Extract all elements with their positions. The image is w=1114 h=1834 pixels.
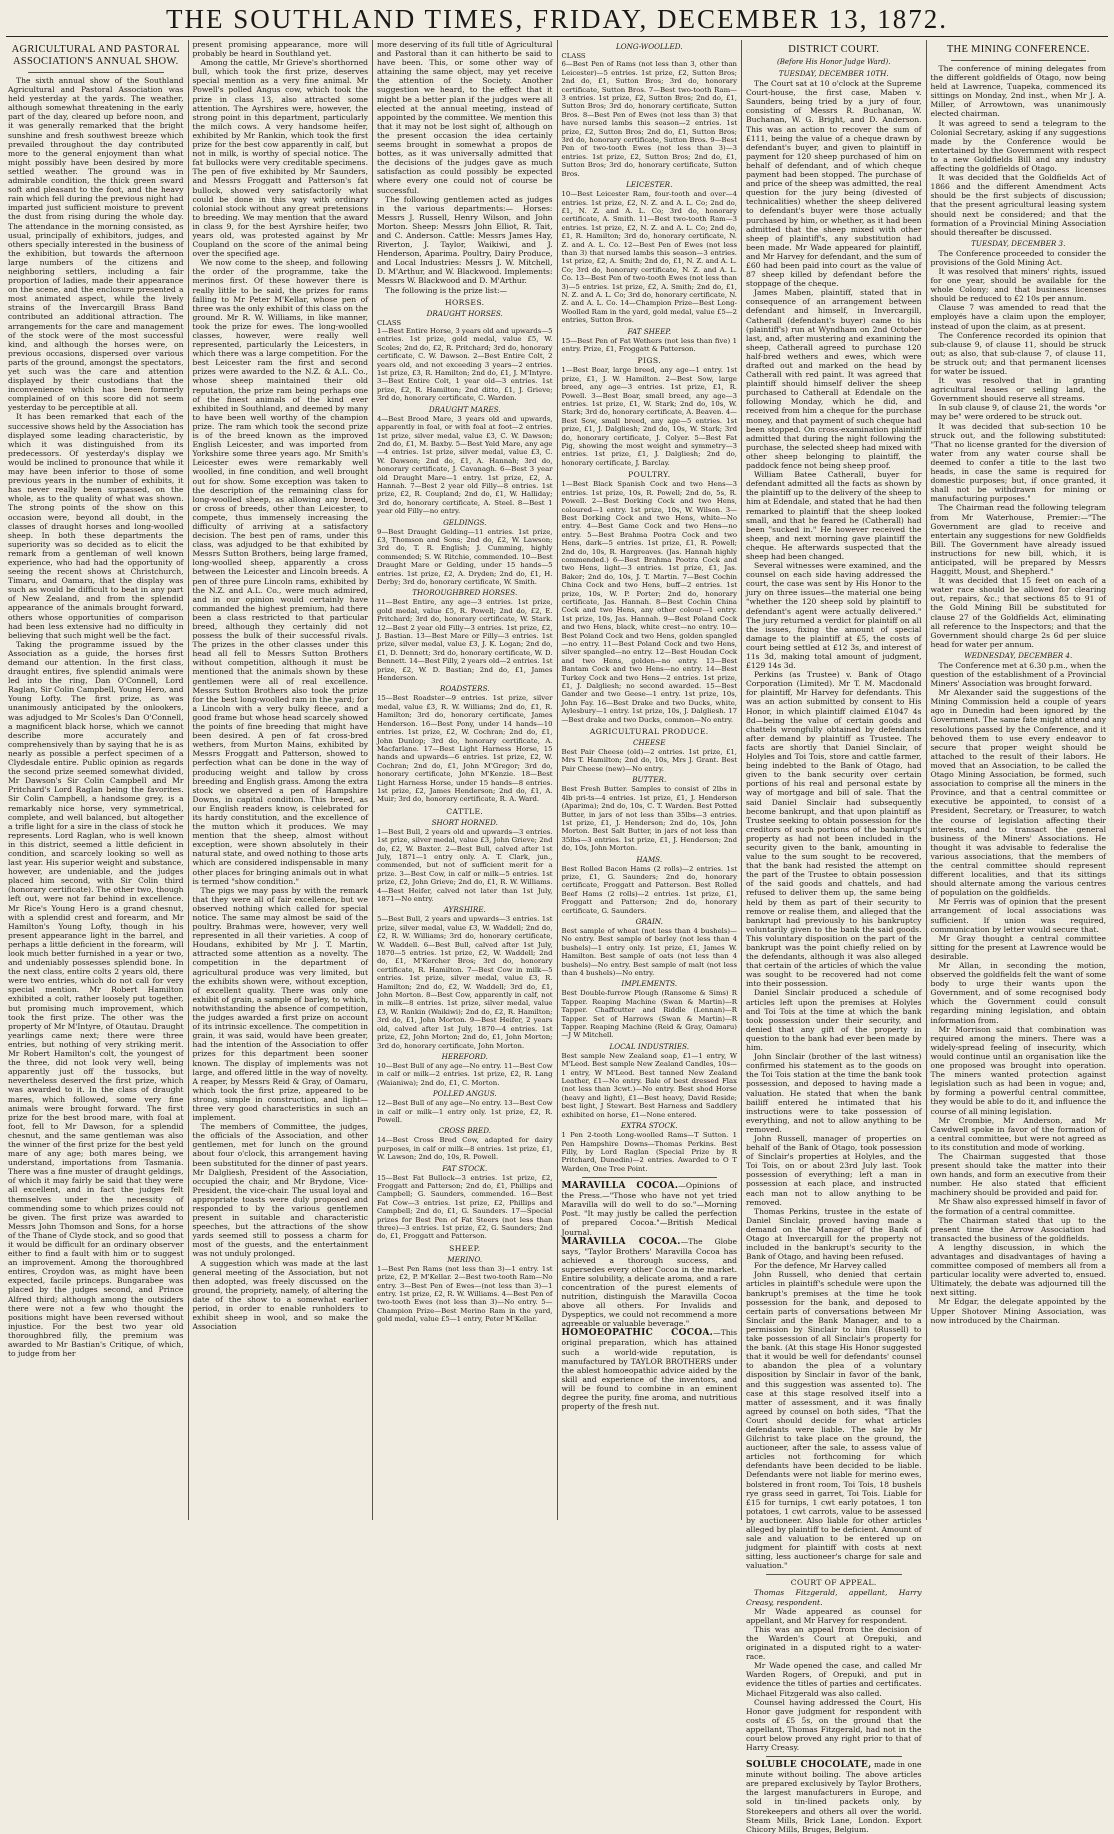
ad-title: MARAVILLA COCOA. <box>561 1236 681 1247</box>
section-heading-horses: HORSES. <box>445 297 485 307</box>
subsection-heading: SHORT HORNED. <box>431 817 498 827</box>
prize-list: 4—Best Brood Mare, 3 years old and upwards, apparently in foal, or with foal at foot—2 entries. 1st prize, silver medal, value £3, C. W. Dawson; 2nd do, £1, M. Baxby. 5—Best Yeld Mare, any age—4 entries. 1st prize, silver medal, value £3, C. W. Dawson; 2nd do, £1, A. Hannah; 3rd do, honorary certificate, J. Cavanagh. 6—Best 3 year old Draught Mare—1 entry. 1st prize, £2, A. Hannah. 7—Best 2 year old Filly—8 entries. 1st prize, £2, R. Coupland; 2nd do, £1, W. Halliday; 3rd do, honorary certificate, A. Steel. 8—Best 1 year old Filly—no entry. <box>377 414 553 516</box>
paragraph: The Conference met at 6.30 p.m., when the question of the establishment of a Provincial Miners' Association was brought forward. <box>930 660 1106 689</box>
prize-list: 10—Best Bull of any age—No entry. 11—Best Cow in calf or milk—2 entries. 1st prize, £2, R. Lang (Waianiwa); 2nd do, £1, C. Morton. <box>377 1061 553 1087</box>
prize-list: 10—Best Leicester Ram, four-tooth and over—4 entries. 1st prize, £2, N. Z. and A. L. Co; 2nd do, £1, N. Z. and A. L. Co; 3rd do, honorary certificate, A. Smith. 11—Best two-tooth Ram—3 entries. 1st prize, £2, N. Z. and A. L. Co; 2nd do, £1, R. Hamilton; 3rd do, honorary certificate, N. Z. and A. L. Co. 12—Best Pen of Ewes (not less than 3) that nursed lambs this season—3 entries. 1st prize, £2, A. Smith; 2nd do, £1, N. Z. and A. L. Co; 3rd do, honorary certificate, N. Z. and A. L. Co. 13—Best Pen of two-tooth Ewes (not less than 3)—5 entries. 1st prize, £2, A. Smith; 2nd do, £1, N. Z. and A. L. Co; 3rd do, honorary certificate, N. Z. and A. L. Co. 14—Champion Prize—Best Long-Woolled Ram in the yard, gold medal, value £5—2 entries, Sutton Bros. <box>561 190 737 325</box>
prize-list: Best sample New Zealand soap, £1—1 entry, W M'Leod. Best sample New Zealand Candles, 10s—1 entry, W M'Leod. Best tanned New Zealand Leather, £1—No entry. Bale of best dressed Flax (not less than 3cwt.)—No entry. Best shod Horse (heavy and light), £1—Best heavy, David Reside; best light, J Stewart. Best Harness and Saddlery exhibited on horse, £1—None entered. <box>561 1051 737 1119</box>
subsection-heading: HEREFORD. <box>441 1051 488 1061</box>
advertisement <box>562 1237 738 1329</box>
case-title: Thomas Fitzgerald, appellant, Harry Creasy, respondent. <box>746 1588 922 1607</box>
page-columns <box>4 40 1110 1834</box>
advertisement <box>746 1760 922 1834</box>
prize-list: 15—Best Pen of Fat Wethers (not less than five) 1 entry. Prize, £1, Froggatt & Patterson. <box>561 336 737 353</box>
paragraph: Among the cattle, Mr Grieve's shorthorned bull, which took the first prize, deserves special mention as a very fine animal. Mr Powell's polled Angus cow, which took the prize in class 13, also attracted some attention. The Ayrshires were, however, the strong point in this department, particularly the milch cows. A very handsome heifer, exhibited by Mr Rankin, which took the first prize for the best cow apparently in calf, but not in milk, is worthy of special notice. The fat bullocks were very creditable specimens. The pen of five exhibited by Mr Saunders, and Messrs Froggatt and Patterson's fat bullock, showed very satisfactorily what could be done in this way with ordinary colonial stock without any great pretensions to breeding. We may mention that the award in class 9, for the best Ayrshire heifer, two years old, was protested against by Mr Coupland on the score of the animal being over the specified age. <box>192 58 368 259</box>
paragraph: Mr Wade appeared as counsel for appellant, and Mr Harvey for respondent. <box>746 1606 922 1625</box>
ad-body: made in one minute without boiling. The above articles are prepared exclusively by Taylor Brothers, the largest manufacturers in Europe, and sold in tin-lined packets only, by Storekeepers and others all over the world. Steam Mills, Brick Lane, London. Export Chicory Mills, Bruges, Belgium. <box>746 1760 922 1834</box>
subsection-heading: GELDINGS. <box>443 517 487 527</box>
divider <box>582 1177 718 1178</box>
prize-list: 1—Best Pen Rams (not less than 3)—1 entry. 1st prize, £2, P. M'Kellar. 2—Best two-tooth Ram—No entry. 3—Best Pen of Ewes—(not less than 3)—1 entry. 1st prize, £2, R. W. Williams. 4—Best Pen of two-tooth Ewes (not less than 3)—No entry. 5—Champion Prize—Best Merino Ram in the yard, gold medal, value £5—1 entry, Peter M'Kellar. <box>377 1264 553 1324</box>
dateline: TUESDAY, DECEMBER 10TH. <box>778 69 889 79</box>
masthead-rule <box>6 36 1108 37</box>
newspaper-title: THE SOUTHLAND TIMES, FRIDAY, DECEMBER 13, 1872. <box>165 4 949 34</box>
divider <box>766 1756 902 1757</box>
subsection-heading: POLLED ANGUS. <box>432 1089 497 1099</box>
subsection-heading: CROSS BRED. <box>438 1126 492 1136</box>
article-heading-district-court: DISTRICT COURT. <box>788 44 880 55</box>
subsection-heading: DRAUGHT MARES. <box>428 404 501 414</box>
paragraph: The members of Committee, the judges, the officials of the Association, and other gentlemen, met for lunch on the ground about four o'clock, this arrangement having been substituted for the dinner of past years. Mr Dalgliesh, President of the Association, occupied the chair, and Mr Brydone, Vice-President, the vice-chair. The usual loyal and appropriate toasts were duly proposed and responded to by the various gentlemen present in suitable and characteristic speeches, but the attractions of the show yards seemed still to possess a charm for most of the guests, and the entertainment was not unduly prolonged. <box>192 1122 368 1259</box>
masthead <box>0 0 1114 36</box>
paragraph: Several witnesses were examined, and the counsel on each side having addressed the court, the case was sent by His Honor to the jury on three issues—the material one being "whether the 120 sheep sold by plaintiff to defendant's agent were actually delivered." The jury returned a verdict for plaintiff on all the issues, fixing the amount of special damage to the plaintiff at £5, the costs of court being settled at £12 3s, and interest of 11s 3d, making total amount of judgment, £129 14s 3d. <box>746 561 922 671</box>
paragraph: The Chairman read the following telegram from Mr Waterhouse, Premier:—"The Government are glad to receive and entertain any suggestions for new Goldfields Bill. The Government have already issued instructions for new bill, which, it is anticipated, will be prepared by Messrs Haggitt, Moust, and Shepherd." <box>930 503 1106 577</box>
paragraph: Counsel having addressed the Court, His Honor gave judgment for respondent with costs of £5 5s, on the ground that the appellant, Thomas Fitzgerald, had not in the court below proved any right prior to that of Harry Creasy. <box>746 1697 922 1753</box>
paragraph: We now come to the sheep, and following the order of the programme, take the merinos first. Of these however there is really little to be said, the prizes for rams falling to Mr Peter M'Kellar, whose pen of three was the only exhibit of this class on the ground. Mr R. W. Williams, in like manner, took the prize for ewes. The long-woolled classes, however, were really well represented, particularly the Leicesters, in which there was a large competition. For the best Leicester ram the first and second prizes were awarded to the N.Z. & A.L. Co., whose sheep maintained their old reputation, the prize ram being perhaps one of the finest animals of the kind ever exhibited in Southland, and deemed by many to have been well worthy of the champion prize. The ram which took the second prize is of the breed known as the improved English Leicester, and was imported from Yorkshire some three years ago. Mr Smith's Leicester ewes were remarkably well woolled, in fine condition, and well brought out for show. Some exception was taken to the description of the remaining class for long-woolled sheep, as allowing any breed, or cross of breeds, other than Leicester, to compete, thus immensely increasing the difficulty of arriving at a satisfactory decision. The best pen of rams, under this class, was adjudged to be that exhibited by Messrs Sutton Brothers, being large framed, long-woolled sheep, apparently a cross between the Leicester and Lincoln breeds. A pen of three pure Lincoln rams, exhibited by the N.Z. and A.L. Co., were much admired, and in our opinion would certainly have commanded the highest premium, had there been a class restricted to that particular breed, although they certainly did not possess the bulk of their successful rivals. The prizes in the other classes under this head all fell to Messrs Sutton Brothers without competition, although it must be mentioned that the animals shown by these gentlemen were all of real excellence. Messrs Sutton Brothers also took the prize for the best long-woolled ram in the yard; for a Lincoln with a very bulky fleece, and a good frame but whose head scarcely showed the points of fine breeding that might have been desired. A pen of fat cross-bred wethers, from Murton Mains, exhibited by Messrs Froggatt and Patterson, showed to perfection what can be done in the way of producing weight and tallow by cross breeding and English grass. Among the extra stock we observed a pen of Hampshire Downs, in capital condition. This breed, as our English readers know, is celebrated for its hardy constitution, and the excellence of the mutton which it produces. We may mention that the sheep, almost without exception, were shown absolutely in their natural state, and owed nothing to those arts which are considered indispensable in many other places for bringing animals out in what is termed "show condition." <box>192 258 368 886</box>
subsection-heading: DRAUGHT HORSES. <box>426 308 503 318</box>
section-heading-poultry: POULTRY. <box>628 470 671 480</box>
paragraph: This was an appeal from the decision of the Warden's Court at Orepuki, and originated in a disputed right to a water-race. <box>746 1624 922 1662</box>
paragraph: It was decided that sub-section 10 be struck out, and the following substituted: "That no license granted for the diversion of water from any water course shall be deemed to confer a title to the last two heads, in case the same is required for domestic purposes; but, if once granted, it shall not be withdrawn for mining or manufacturing purposes." <box>930 421 1106 504</box>
paragraph: The Chairman suggested that those present should take the matter into their own hands, and form an executive from their number. He also stated that efficient machinery should be provided and paid for. <box>930 1151 1106 1198</box>
paragraph: Mr Gray thought a central committee sitting for the present at Lawrence would be desirable. <box>930 933 1106 961</box>
prize-list: 15—Best Fat Bullock—3 entries. 1st prize, £2, Froggatt and Patterson; 2nd do, £1, Phillips and Campbell; G. Saunders, commended. 16—Best Fat Cow—3 entries. 1st prize, £2, Phillips and Campbell; 2nd do, £1, G. Saunders. 17—Special prizes for Best Pen of Fat Steers (not less than three)—3 entries. 1st prize, £2, G. Saunders; 2nd do, £1, Froggatt and Patterson. <box>377 1173 553 1241</box>
paragraph: The Conference recorded its opinion that sub-clause 9, of clause 11, should be struck out; as also, that sub-clause 7, of clause 11, be struck out; and that permanent licenses for water be issued. <box>930 330 1106 376</box>
prize-list: 14—Best Cross Bred Cow, adapted for dairy purposes, in calf or milk—8 entries. 1st prize, £1, W. Lawson; 2nd do, 10s, R. Powell. <box>377 1136 553 1162</box>
paragraph: It was resolved that in granting agricultural leases or selling land, the Government should reserve all streams. <box>930 376 1106 404</box>
prize-list: 9—Best Draught Gelding—11 entries. 1st prize, £3, Thomson and Sons; 2nd do, £2, W. Lawson; 3rd do, T. R. English; J. Cumming, highly commended; S. W. Ritchie, commended. 10—Best Draught Mare or Gelding, under 15 hands—5 entries. 1st prize, £2, A. Dryden; 2nd do, £1, H. Derby; 3rd do, honorary certificate, W. Smith. <box>377 527 553 586</box>
divider <box>28 72 164 73</box>
section-heading-cattle: CATTLE. <box>446 806 484 816</box>
article-heading-court-of-appeal: COURT OF APPEAL. <box>790 1578 877 1588</box>
advertisement <box>562 1181 738 1236</box>
section-heading-pigs: PIGS. <box>637 356 662 366</box>
subsection-heading: ROADSTERS. <box>439 684 490 694</box>
paragraph: James Maben, plaintiff, stated that in consequence of an arrangement between defendant and himself, in Invercargill, Catherall (defendant's buyer) came to his (plaintiff's) run at Wyndham on 2nd October last, and, after mustering and examining the sheep, Catherall agreed to purchase 120 half-bred wethers and ewes, which were drafted out and marked on the head by Catherall with red paint. It was agreed that plaintiff should himself deliver the sheep purchased to Catherall at Edendale on the following Monday, which he did, and received from him a cheque for the purchase money, and that payment of such cheque had been stopped. On cross-examination plaintiff admitted that during the night following the purchase, the selected sheep had mixed with other sheep belonging to plaintiff, the paddock fence not being sheep proof. <box>746 288 922 471</box>
subsection-heading: LOCAL INDUSTRIES. <box>609 1041 690 1051</box>
class-label: CLASS <box>377 318 402 327</box>
byline: (Before His Honor Judge Ward). <box>777 58 891 66</box>
ad-title: SOLUBLE CHOCOLATE, <box>746 1760 872 1771</box>
subsection-heading: THOROUGHBRED HORSES. <box>412 588 518 598</box>
paragraph: Taking the programme issued by the Association as a guide, the horses first demand our attention. In the first class, draught entires, five splendid animals were led into the ring, Dan O'Connell, Lord Raglan, Sir Colin Campbell, Young Hero, and Young Lofty. The first prize, as was unanimously anticipated by the onlookers, was adjudged to Mr Scoles's Dan O'Connell, a magnificent black horse, which we cannot describe more accurately and comprehensively than by saying that he is as nearly as possible a perfect specimen of a Clydesdale entire. Public opinion as regards the second prize seemed somewhat divided, Mr Dawson's Sir Colin Campbell and Mr Pritchard's Lord Raglan being the favorites. Sir Colin Campbell, a handsome grey, is a remarkably nice horse, very symmetrical, complete, and well balanced, but altogether a trifle light for a sire in the class of stock he represents. Lord Raglan, who is well known in this district, seemed a little deficient in condition, and scarcely looking so well as last year. His superior weight and substance, however, are undeniable, and the judges placed him second, with Sir Colin third (honorary certificate). The other two, though left out, were not far behind in excellence. Mr Rice's Young Hero is a grand chesnut, with a splendid crest and forearm, and Mr Hamilton's Young Lofty, though in his present appearance light in the barrel, and perhaps a little deficient in the forearm, will look much better furnished in a year or two, and undeniably possesses splendid bone. In the next class, entire colts 2 years old, there were two entries, which do not call for very special mention. Mr Robert Hamilton exhibited a colt, rather loosely put together, but promising much improvement, which took the first prize. The other was the property of Mr M'Intyre, of Otautau. Draught yearlings came next; there were three entries, but nothing of very striking merit. Mr Robert Hamilton's colt, the youngest of the three, did not look very well, being apparently just off the tussocks, but nevertheless deserved the first prize, which was awarded to it. In the class of draught mares, which followed, some very fine animals were brought forward. The first prize for the best brood mare, with foal at foot, fell to Mr Dawson, for a splendid chesnut, and the same gentleman was also the winner of the first prize for the best yeld mare of any age; both mares being, we understand, importations from Tasmania. There was a fine muster of draught geldings, of which it may fairly be said that they were all excellent, and in fact the judges felt themselves under the necessity of commending some to which prizes could not be given. The first prize was awarded to Messrs John Thomson and Sons, for a horse of the Thane of Clyde stock, and so good that it would be difficult for an ordinary observer either to find a fault with him or to suggest an improvement. Among the thoroughbred entires, Croydon was, as might have been expected, facile princeps. Bungarabee was placed by the judges second, and Prince Alfred third; although among the outsiders there were not a few who thought the positions might have been reversed without injustice. For the best two year old thoroughbred filly, the premium was awarded to Mr Bastian's Critique, of which, to judge from her <box>8 639 184 1359</box>
section-heading-sheep: SHEEP. <box>449 1243 481 1253</box>
column-1 <box>4 40 189 1520</box>
paragraph: The Chairman stated that up to the present time the Arrow Association had transacted the business of the goldfields. <box>930 1215 1106 1243</box>
paragraph: John Russell, who denied that certain articles in plaintiff's schedule were upon the bankrupt's premises at the time he took possession for the bank, and deposed to certain parts of conversations between Mr Sinclair and the Bank Manager, and to a permission by Sinclair to him (Russell) to take possession of all Sinclair's property for the bank. (At this stage His Honor suggested that it would be well for defendants' counsel to abandon the plea of a voluntary disposition by Sinclair in favor of the bank, and this suggestion was assented to). The case at this stage resolved itself into a matter of assessment, and it was finally agreed by counsel on both sides, "That the Court should decide for what articles defendants were liable. The sale by Mr Gilchrist to take place on the ground, the auctioneer, after the sale, to assess value of articles not forthcoming for which defendants have been decided to be liable. Defendants were not liable for merino ewes, bolstered in front room, Toi Tois, 18 bushels rye grass seed in garret, Toi Tois. Liable for £15 for turnips, 1 cwt early potatoes, 1 ton potatoes, 1 cwt carrots, value to be assessed by auctioneer. Also liable for other articles alleged by plaintiff to be deficient. Amount of sale and valuation to be entered up on judgment for plaintiff with costs at next sitting, less auctioneer's charge for sale and valuation." <box>746 1270 922 1571</box>
paragraph: Daniel Sinclair produced a schedule of articles left upon the premises at Holyles and Toi Tois at the time at which the bank took possession under their security, and denied that any gift of the property in question to the bank had ever been made by him. <box>746 988 922 1053</box>
prize-list: 15—Best Roadster—9 entries. 1st prize, silver medal, value £3, R. W. Williams; 2nd do, £1, R. Hamilton; 3rd do, honorary certificate, James Henderson. 16—Best Pony, under 14 hands—10 entries. 1st prize, £2, W. Cochran; 2nd do, £1, John Dunlop; 3rd do, honorary certificate, A. Macfarlane. 17—Best Light Harness Horse, 15 hands and upwards—6 entries. 1st prize, £2, W. Cochran; 2nd do, £1, John M'Gregor; 3rd do, honorary certificate, John M'Kenzie. 18—Best Light Harness Horse, under 15 hands—8 entries. 1st prize, £2, James Henderson; 2nd do, £1, A. Muir; 3rd do, honorary certificate, R. A. Ward. <box>377 694 553 804</box>
subsection-heading: FAT SHEEP. <box>627 326 672 336</box>
prize-list: Best Double-furrow Plough (Ransome & Sims) R Tapper. Reaping Machine (Swan & Martin)—R Tapper. Chaffcutter and Riddle (Lennan)—R Tapper. Set of Harrows (Swan & Martin)—R Tapper. Reaping Machine (Reid & Gray, Oamaru)—J W Mitchell. <box>561 989 737 1040</box>
subsection-heading: LEICESTER. <box>626 180 673 190</box>
paragraph: Thomas Perkins, trustee in the estate of Daniel Sinclair, proved having made a demand on the Manager of the Bank of Otago at Invercargill for the property not included in the bankrupt's security to the Bank of Otago, and having been refused. <box>746 1206 922 1262</box>
paragraph: The Court sat at 10 o'clock at the Supreme Court-house, the first case, Maben v. Saunders, being tried by a jury of four, consisting of Messrs R. Buchanan, W. Buchanan, W. G. Bright, and D. Anderson. This was an action to recover the sum of £111, being the value of a cheque drawn by defendant's buyer, and given to plaintiff in payment for 120 sheep purchased of him on behalf of defendant, and of which cheque payment had been stopped. The purchase of and price of the sheep was admitted, the real question for the jury being (divested of technicalities) whether the sheep delivered to defendant's buyer were those actually purchased by him, or whether, as it had been admitted that the sheep mixed with other sheep of plaintiff's, any substitution had been made. Mr Wade appeared for plaintiff, and Mr Harvey for defendant, and the sum of £60 had been paid into court as the value of 87 sheep killed by defendant before the stoppage of the cheque. <box>746 79 922 289</box>
prize-list: 1—Best Bull, 2 years old and upwards—3 entries. 1st prize, silver medal, value £3, John Grieve; 2nd do, £2, W. Baxter. 2—Best Bull, calved after 1st July, 1871—1 entry only. A. T. Clark, jun., commended, but not of sufficient merit for a prize. 3—Best Cow, in calf or milk—5 entries. 1st prize, £2, John Grieve; 2nd do, £1, R. W. Williams. 4—Best Heifer, calved not later than 1st July, 1871—No entry. <box>377 827 553 903</box>
prize-list: Best Rolled Bacon Hams (2 rolls)—2 entries. 1st prize, £1, G. Saunders; 2nd do, honorary certificate, Froggatt and Patterson. Best Rolled Beef Hams (2 rolls)—2 entries. 1st prize, £1, Froggatt and Patterson; 2nd do, honorary certificate, G. Saunders. <box>561 864 737 915</box>
column-6 <box>927 40 1111 1520</box>
section-heading-agricultural-produce: AGRICULTURAL PRODUCE. <box>589 727 709 737</box>
paragraph: William Batee Catherall, buyer for defendant admitted all the facts as shown by the plaintiff up to the delivery of the sheep to him at Edendale, and stated that he had then remarked to plaintiff that the sheep looked small, and that he feared he (Catherall) had been "sucked in." He however received the sheep, and next morning gave plaintiff the cheque. He afterwards suspected that the sheep had been changed. <box>746 470 922 561</box>
paragraph: It was resolved that miners' rights, issued for one year, should be available for the whole Colony; and that business licenses should be reduced to £2 10s per annum. <box>930 266 1106 304</box>
subsection-heading: MERINO. <box>447 1254 483 1264</box>
ad-title: HOMOEOPATHIC COCOA. <box>561 1328 714 1339</box>
paragraph: The conference of mining delegates from the different goldfields of Otago, now being held at Lawrence, Tuapeka, commenced its sittings on Monday, 2nd inst., when Mr J. A. Miller, of Arrowtown, was unanimously elected chairman. <box>930 64 1106 119</box>
paragraph: Mr Ferris was of opinion that the present arrangement of local associations was sufficient. If union was required, communication by letter would secure that. <box>930 897 1106 934</box>
ad-body: —Opinions of the Press.—"Those who have not yet tried Maravilla will do well to do so."—Morning Post. "It may justly be called the perfection of prepared Cocoa."—British Medical Journal. <box>561 1181 737 1237</box>
paragraph: Mr Morrison said that combination was required among the miners. There was a widely-spread feeling of insecurity, which would continue until an organisation like the one proposed was brought into operation. The miners wanted protection against legislation such as had been in vogue; and, by forming a powerful central committee, they would be able to do it, and influence the course of all mining legislation. <box>930 1024 1106 1116</box>
subsection-heading: HAMS. <box>636 854 663 864</box>
prize-list: 1—Best Entire Horse, 3 years old and upwards—5 entries. 1st prize, gold medal, value £5, W. Scoles; 2nd do, £2, R. Pritchard; 3rd do, honorary certificate, C. W. Dawson. 2—Best Entire Colt, 2 years old, and not exceeding 3 years—2 entries. 1st prize, £3, R. Hamilton; 2nd do, £1, J. M'Intyre. 3—Best Entire Colt, 1 year old—3 entries. 1st prize, £2, R. Hamilton; 2nd ditto, £1, J. Grieve; 3rd do, honorary certificate, C. Warden. <box>377 327 553 403</box>
prize-list: 1 Pen 2-tooth Long-woolled Rams—T Sutton. 1 Pen Hampshire Downs—Thomas Perkins. Best Filly, by Lord Raglan (Special Prize by R Pritchard, Dunedin)—2 entries. Awarded to O T Warden, One Tree Point. <box>561 1131 737 1173</box>
paragraph: Perkins (as Trustee) v. Bank of Otago Corporation (Limited). Mr T. M. Macdonald for plaintiff, Mr Harvey for defendants. This was an action submitted by consent to His Honor, in which plaintiff claimed £1047 4s 8d—being the value of certain goods and chattels wrongfully obtained by defendants after demand by plaintiff as Trustee. The facts are shortly that Daniel Sinclair, of Holyles and Toi Tois, store and cattle farmer, being indebted to the Bank of Otago, had given to the bank security over certain portions of his real and personal estate by way of mortgage and bill of sale. That the said Daniel Sinclair had subsequently become bankrupt, and that upon plaintiff as Trustee seeking to obtain possession for the creditors of such portions of the bankrupt's property as had not been included in the security given to the bank, amounting in value to the sum sought to be recovered, that the bank had resisted the attempt on the part of the Trustee to obtain possession of the said goods and chattels, and had refused to deliver them up, the same being held by them as part of their security to remove or realise them, and alleged that the bankrupt had previously to his bankruptcy voluntarily given to the bank the said goods. This voluntary disposition on the part of the bankrupt was the point chiefly relied on by the defendants, although it was also alleged that certain of the articles of which the value was sought to be recovered had not come into their possession. <box>746 670 922 989</box>
article-heading-agricultural-show: AGRICULTURAL AND PASTORAL ASSOCIATION'S ANNUAL SHOW. <box>11 44 180 67</box>
article-heading-mining-conference: THE MINING CONFERENCE. <box>946 44 1090 55</box>
prize-list: Best Fresh Butter. Samples to consist of 2lbs in 4lb pri-ts—4 entries. 1st prize, £1, J. Henderson (Aparima); 2nd do, 10s, C. T. Warden. Best Potted Butter, in jars of not less than 35lbs—3 entries. 1st prize, £1, J. Henderson; 2nd do, 10s, John Morton. Best Salt Butter, in jars of not less than 35lbs—3 entries. 1st prize, £1, J. Henderson; 2nd do, 10s, John Morton. <box>561 785 737 853</box>
paragraph: The Conference proceeded to consider the provisions of the Gold Mining Act. <box>930 248 1106 267</box>
paragraph: Mr Crombie, Mr Anderson, and Mr Cawdwell spoke in favor of the formation of a central committee, but were not agreed as to its constitution and mode of working. <box>930 1115 1106 1152</box>
ad-body: —This original preparation, which has attained such a world-wide reputation, is manufactured by TAYLOR BROTHERS under the ablest homoeopathic advice aided by the skill and experience of the inventors, and will be found to combine in an eminent degree the purity, fine aroma, and nutritious property of the fresh nut. <box>561 1328 737 1412</box>
prize-list: 11—Best Entire, any age—3 entries. 1st prize, gold medal, value £5, R. Powell; 2nd do, £2, E. Pritchard; 3rd do, honorary certificate, W. Stark. 12—Best 2 year old Filly—3 entries. 1st prize, £2, J. Bastian. 13—Best Mare or Filly—3 entries. 1st prize, silver medal, value £3, J. K. Logan; 2nd do, £1, D. Dennett; 3rd do, honorary certificate, W. D. Bennett. 14—Best Filly, 2 years old—2 entries. 1st prize, £2, W. D. Bastian; 2nd do, £1, James Henderson. <box>377 598 553 683</box>
prize-list: 12—Best Bull of any age—No entry. 13—Best Cow in calf or milk—1 entry only. 1st prize, £2, R. Powell. <box>377 1099 553 1124</box>
ad-body: —The Globe says, "Taylor Brothers' Maravilla Cocoa has achieved a thorough success, and supersedes every other Cocoa in the market. Entire solubility, a delicate aroma, and a rare concentration of the purest elements of nutrition, distinguish the Maravilla Cocoa above all others. For Invalids and Dyspeptics, we could not recommend a more agreeable or valuable beverage." <box>561 1236 737 1329</box>
ad-title: MARAVILLA COCOA. <box>561 1181 679 1192</box>
subsection-heading: CHEESE <box>633 738 666 748</box>
subsection-heading: FAT STOCK. <box>442 1163 488 1173</box>
dateline: TUESDAY, DECEMBER 3. <box>971 238 1066 248</box>
paragraph: The following gentlemen acted as judges in the various departments:— Horses: Messrs J. Russell, Henry Wilson, and John Morton. Sheep: Messrs John Elliot, R. Tait, and C. Anderson. Cattle: Messrs James Hay, Riverton, J. Taylor, Waikiwi, and J. Henderson, Aparima. Poultry, Dairy Produce, and Local Industries: Messrs J. W. Mitchell, D. M'Arthur, and W. Blackwood. Implements: Messrs W. Blackwood and D. M'Arthur. <box>377 194 553 286</box>
paragraph: It was decided that 15 feet on each of a water race should be allowed for clearing out, repairs, &c.; that sections 85 to 91 of the Gold Mining Bill be substituted for clause 27 of the Goldfields Act, eliminating all reference to the Inspectors; and that the Government should charge 2s 6d per sluice head for water per annum. <box>930 576 1106 649</box>
paragraph: A lengthy discussion, in which the advantages and disadvantages of having a committee composed of members all from a particular locality were adverted to, ensued. Ultimately, the debate was adjourned till the next sitting. <box>930 1242 1106 1298</box>
column-2 <box>189 40 374 1520</box>
prize-list: 1—Best Black Spanish Cock and two Hens—3 entries. 1st prize, 10s, R. Powell; 2nd do, 5s, R. Powell. 2—Best Dorking Cock and two Hens, coloured—1 entry. 1st prize, 10s, W. Wilson. 3—Best Dorking Cock and two Hens, white—No entry. 4—Best Game Cock and two Hens—no entry. 5—Best Brahma Pootra Cock and two Hens, dark—5 entries. 1st prize, £1, R. Powell; 2nd do, 10s, R. Hargreaves. (Jas. Hannah highly commended.) 6—Best Brahma Pootra Cock and two Hens, light—3 entries. 1st prize, £1, Jas. Baker; 2nd do, 10s, J. T. Martin. 7—Best Cochin China Cock and two Hens, buff—2 entries. 1st prize, 10s, W. P. Porter; 2nd do, honorary certificate, Jas. Hannah. 8—Best Cochin China Cock and two Hens, any other colour—1 entry. 1st prize, 10s, Jas. Hannah. 9—Best Poland Cock and two Hens, black, white crest—no entry. 10—Best Poland Cock and two Hens, golden spangled—no entry. 11—Best Poland Cock and two Hens, silver spangled—no entry. 12—Best Houdan Cock and two Hens, golden—no entry. 13—Best Bantam Cock and two Hens—no entry. 14—Best Turkey Cock and two Hens—2 entries. 1st prize, £1, J. Dalgliesh; no second awarded. 15—Best Gander and two Geese—1 entry. 1st prize, 10s, John Fay. 16—Best Drake and two Ducks, white, Aylesbury—1 entry. 1st prize, 10s, J. Dalgliesh. 17—Best drake and two Ducks, common—No entry. <box>561 480 737 724</box>
paragraph: It was decided that the Goldfields Act of 1866 and the different Amendment Acts should be the first subjects of discussion; that the present agricultural leasing system should next be considered; and that the formation of a Provincial Mining Association should thereafter be discussed. <box>930 173 1106 237</box>
dateline: WEDNESDAY, DECEMBER 4. <box>964 650 1073 660</box>
subsection-heading: GRAIN. <box>635 916 663 926</box>
paragraph: In sub clause 9, of clause 21, the words "or may be" were ordered to be struck out. <box>930 403 1106 422</box>
paragraph: It was agreed to send a telegram to the Colonial Secretary, asking if any suggestions made by the Conference would be entertained by the Government with respect to a new Goldfields Bill and any industry affecting the goldfields of Otago. <box>930 118 1106 174</box>
subsection-heading: AYRSHIRE. <box>443 905 486 915</box>
class-label: CLASS <box>561 52 586 60</box>
paragraph: It has been remarked that each of the successive shows held by the Association has displayed some leading characteristic, by which it was distinguished from its predecessors. Of yesterday's display we would be inclined to pronounce that while it may have been inferior to those of some previous years in the number of exhibits, it has never really been surpassed, on the whole, as to the quality of what was shown. The strong points of the show on this occasion were, beyond all doubt, in the classes of draught horses and long-woolled sheep. In both these departments the superiority was so decided as to elicit the remark from a gentleman of well known experience, who had had the opportunity of seeing the recent shows at Christchurch, Timaru, and Oamaru, that the display was such as would be difficult to beat in any part of New Zealand, and from the splendid appearance of the animals brought forward, others whose opportunities of comparison had been less extensive had no difficulty in believing that such might well be the fact. <box>8 412 184 640</box>
subsection-heading: LONG-WOOLLED. <box>615 42 683 51</box>
subsection-heading: IMPLEMENTS. <box>621 979 678 989</box>
subsection-heading: BUTTER. <box>632 775 667 785</box>
paragraph: A suggestion which was made at the last general meeting of the Association, but not then adopted, was freely discussed on the ground, the propriety, namely, of altering the date of the show to a somewhat earlier period, in order to enable runholders to exhibit sheep in wool, and so make the Association <box>192 1258 368 1332</box>
prize-list: Best Pair Cheese (old)—2 entries. 1st prize, £1, Mrs T. Hamilton; 2nd do, 10s, Mrs J. Grant. Best Pair Cheese (new)—No entry. <box>561 748 737 773</box>
advertisement <box>562 1328 738 1411</box>
paragraph: Mr Edgar, the delegate appointed by the Upper Shotover Mining Association, was now introduced by the Chairman. <box>930 1297 1106 1325</box>
prize-list: 6—Best Pen of Rams (not less than 3, other than Leicester)—5 entries. 1st prize, £2, Sutton Bros; 2nd do, £1, Sutton Bros; 3rd do, honorary certificate, Sutton Bros. 7—Best two-tooth Ram—3 entries. 1st prize, £2, Sutton Bros; 2nd do, £1, Sutton Bros; 3rd do, honorary certificate, Sutton Bros. 8—Best Pen of Ewes (not less than 3) that have nursed lambs this season—2 entries. 1st prize, £2, Sutton Bros; 2nd do, £1, Sutton Bros; 3rd do, honorary certificate, Sutton Bros. 9—Best Pen of two-tooth Ewes (not less than 3)—3 entries. 1st prize, £2, Sutton Bros; 2nd do, £1, Sutton Bros; 3rd do, honorary certificate, Sutton Bros. <box>561 60 737 178</box>
paragraph: For the defence, Mr Harvey called <box>754 1261 887 1271</box>
paragraph: Mr Wade opened the case, and called Mr Warden Rogers, of Orepuki, and put in evidence the titles of parties and certificates. Michael Fitzgerald was also called. <box>746 1661 922 1698</box>
paragraph: The sixth annual show of the Southland Agricultural and Pastoral Association was held yesterday at the yards. The weather, although somewhat threatening in the early part of the day, cleared up before noon, and it was generally remarked that the bright sunshine and fresh southwest breeze which prevailed throughout the day contributed more to the general enjoyment than what might possibly have been desired by more settled weather. The ground was in admirable condition, the thick green sward soft and pleasant to the foot, and the heavy rain which fell during the previous night had imparted just sufficient moisture to prevent the dust from rising during the whole day. The attendance in the morning consisted, as usual, principally of exhibitors, judges, and others specially interested in the business of the exhibition, but towards the afternoon large numbers of the citizens and neighboring settlers, including a fair proportion of ladies, made their appearance on the scene, and the enclosure presented a most animated aspect, while the lively strains of the Invercargill Brass Band contributed an additional attraction. The arrangements for the care and management of the stock were of the most successful kind, and although the horses were, on previous occasions, dispersed over various parts of the ground, amongst the spectators, yet such was the care and attention displayed by their custodians that the inconvenience which has been formerly complained of on this score did not seem yesterday to be perceptible at all. <box>8 76 184 413</box>
paragraph: Clause 7 was amended to read that the employés have a claim upon the employer, instead of upon the claim, as at present. <box>930 303 1106 331</box>
paragraph: John Sinclair (brother of the last witness) confirmed his statement as to the goods on the Toi Tois station at the time the bank took possession, and deposed to having made a valuation. He stated that when the bank bailiff entered he intimated that his instructions were to take possession of everything, and not to allow anything to be removed. <box>746 1052 922 1134</box>
paragraph: Mr Allan, in seconding the motion, observed the goldfields felt the want of some body to urge their wants upon the Government, and of some recognised body which the Government could consult regarding mining legislation, and obtain information from. <box>930 961 1106 1025</box>
column-3 <box>373 40 558 1520</box>
prize-list: 5—Best Bull, 2 years and upwards—3 entries. 1st prize, silver medal, value £3, W. Waddell; 2nd do, £2, R. W. Williams; 3rd do, honorary certificate, W. Waddell. 6—Best Bull, calved after 1st July, 1870—5 entries. 1st prize, £2, W. Waddell; 2nd do, £1, M'Kercher Bros; 3rd do, honorary certificate, R. Hamilton. 7—Best Cow in milk—5 entries. 1st prize, silver medal, value £3, R. Hamilton; 2nd do, £2, W. Waddell; 3rd do, £1, John Morton. 8—Best Cow, apparently in calf, not in milk—8 entries. 1st prize, silver medal, value £3, W. Rankin (Waikiwi); 2nd do, £2, R. Hamilton; 3rd do, £1, John Morton. 9—Best Heifer, 2 years old, calved after 1st July, 1870—4 entries. 1st prize, £2, John Morton; 2nd do, £1, John Morton; 3rd do, honorary certificate, John Morton. <box>377 915 553 1050</box>
paragraph: Mr Alexander said the suggestions of the Mining Commission held a couple of years ago in Dunedin had been ignored by the Government. The same fate might attend any resolutions passed by the Conference, and it behoved them to use every endeavor to secure that proper weight should be attached to the result of their labors. He moved that an Association, to be called the Otago Mining Association, be formed, such association to comprise all the miners in the Province, and that a central committee or executive be appointed, to consist of a President, Secretary, or Treasurer, to watch the course of legislation affecting their interests, and to transact the general business of the Miners' Associations. He thought it was advisable to federalise the various associations, that the members of the central committee should represent different localities, and that its sittings should alternate among the various centres of population on the goldfields. <box>930 688 1106 898</box>
column-5 <box>742 40 927 1834</box>
paragraph: John Russell, manager of properties on behalf of the Bank of Otago, took possession of Sinclair's properties at Holyles, and the Toi Tois, on or about 23rd July last. Took possession of everything; left a man in possession at each place, and instructed each man not to allow anything to be removed. <box>746 1133 922 1207</box>
prize-list: Best sample of wheat (not less than 4 bushels)—No entry. Best sample of barley (not less than 4 bushels)—1 entry only. 1st prize, £1, James W. Hamilton. Best sample of oats (not less than 4 bushels)—No entry. Best sample of malt (not less than 4 bushels)—No entry. <box>561 926 737 977</box>
column-4 <box>558 40 743 1520</box>
prize-list: 1—Best Boar, large breed, any age—1 entry. 1st prize, £1, J. W. Hamilton. 2—Best Sow, large breed, any age—3 entries. 1st prize, £1, R. Powell. 3—Best Boar, small breed, any age—3 entries. 1st prize, £1, W. Stark; 2nd do, 10s, W. Stark; 3rd do, honorary certificate, A. Beaven. 4—Best Sow, small breed, any age—5 entries. 1st prize, £1, J. Dalgliesh; 2nd do, 10s, W. Stark; 3rd do, honorary certificate, J. Colyer. 5—Best Fat Pig, showing the most weight and symmetry—3 entries. 1st prize, £1, J. Dalgliesh; 2nd do, honorary certificate, J. Barclay. <box>561 366 737 467</box>
paragraph: present promising appearance, more will probably be heard in Southland yet. <box>192 40 368 59</box>
paragraph: Mr Shaw also expressed himself in favor of the formation of a central committee. <box>930 1197 1106 1216</box>
divider <box>951 60 1087 61</box>
paragraph: more deserving of its full title of Agricultural and Pastoral than it can hitherto be said to have been. This, or some other way of attaining the same object, may yet receive the attention of the Society. Another suggestion we heard, to the effect that it might be a better plan if the judges were all elected at the annual meeting, instead of appointed by the committee. We mention this that it may not be lost sight of, although on the present occasion the idea certainly seems brought in somewhat a propos de bottes, as it was universally admitted that the decisions of the judges gave as much satisfaction as could possibly be expected where every one could not of course be successful. <box>377 40 553 195</box>
paragraph: The following is the prize list:— <box>385 285 508 295</box>
subsection-heading: EXTRA STOCK. <box>620 1121 678 1131</box>
divider <box>766 1574 902 1575</box>
paragraph: The pigs we may pass by with the remark that they were all of fair excellence, but we observed nothing which called for special notice. The same may almost be said of the poultry. Brahmas were, however, very well represented in all their varieties. A coop of Houdans, exhibited by Mr J. T. Martin, attracted some attention as a novelty. The competition in the department of agricultural produce was very limited, but the exhibits shown were, without exception, of excellent quality. There was only one exhibit of grain, a sample of barley, to which, notwithstanding the absence of competition, the judges awarded a first prize on account of its intrinsic excellence. The competition in grain, it was said, would have been greater, had the intention of the Association to offer prizes for this department been sooner known. The display of implements was not large, and offered little in the way of novelty. A reaper, by Messrs Reid & Gray, of Oamaru, which took the first prize, appeared to be strong, simple in construction, and light—three very good characteristics in such an implement. <box>192 885 368 1123</box>
